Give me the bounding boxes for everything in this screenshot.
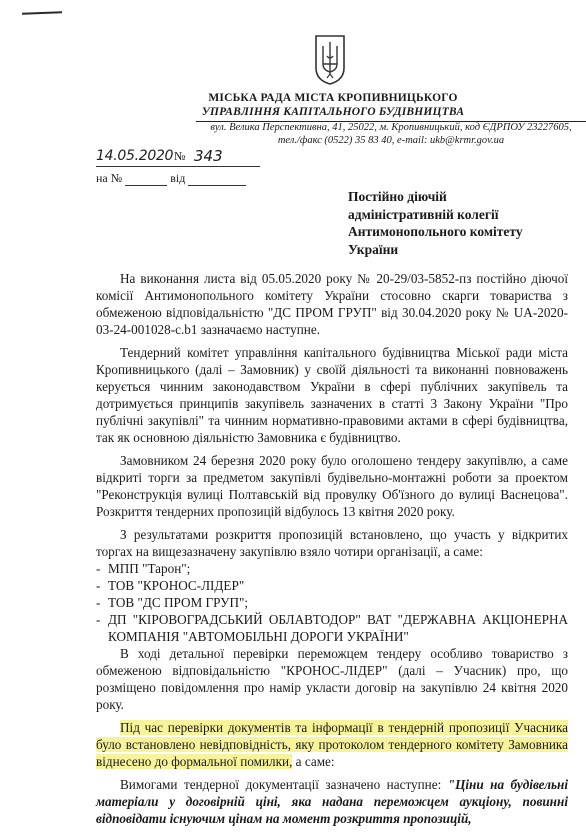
recipient-line-2: адміністративній колегії [348, 206, 499, 222]
address-line-1: вул. Велика Перспективна, 41, 25022, м. Кропивницький, код ЄДРПОУ 23227605, [210, 122, 572, 133]
reference-number-blank [125, 170, 167, 186]
registration-line [96, 148, 260, 170]
paragraph-6-tail: а саме: [292, 754, 335, 769]
recipient-line-4: України [348, 241, 399, 257]
reference-line [96, 170, 246, 186]
paragraph-7 [96, 776, 568, 827]
recipient-line-3: Антимонопольного комітету [348, 224, 523, 239]
reference-date-blank [188, 170, 246, 186]
participant-item: - МПП "Тарон"; [96, 560, 568, 577]
quoted-requirement: "Ціни на будівельні матеріали у договірній ціні, яка надана переможцем аукціону, повинні відповідати існуючим цінам на момент розкриття пропозицій, [96, 777, 568, 826]
recipient-line-1: Постійно діючій [348, 189, 447, 204]
participant-item: - ДП "КІРОВОГРАДСЬКИЙ ОБЛАВТОДОР" ВАТ "ДЕРЖАВНА АКЦІОНЕРНА КОМПАНІЯ "АВТОМОБІЛЬНІ ДОРОГИ УКРАЇНИ" [96, 611, 568, 645]
reference-mid-label: від [170, 171, 186, 185]
reference-prefix: на № [96, 171, 123, 185]
address-line-2: тел./факс (0522) 35 83 40, e-mail: ukb@krmr.gov.ua [277, 135, 505, 146]
paragraph-3: Замовником 24 березня 2020 року було оголошено тендеру закупівлю, а саме відкриті торги за предметом закупівлі будівельно-монтажні роботи за проектом "Реконструкція вулиці Полтавській від провулку Об'їзного до вулиці Васнецова". Розкриття тендерних пропозицій відбулось 13 квітня 2020 року. [96, 453, 568, 519]
registration-number: 343 [194, 147, 223, 165]
participant-item: - ТОВ "ДС ПРОМ ГРУП"; [96, 594, 568, 611]
letter-body [96, 270, 568, 827]
participants-list [96, 560, 568, 645]
paragraph-6 [96, 719, 568, 770]
registration-date: 14.05.2020 [96, 148, 174, 164]
recipient-block [348, 188, 568, 258]
department-name: УПРАВЛІННЯ КАПІТАЛЬНОГО БУДІВНИЦТВА [201, 106, 465, 118]
org-name: МІСЬКА РАДА МІСТА КРОПИВНИЦЬКОГО [208, 92, 458, 104]
trident-coat-of-arms-icon [313, 34, 347, 86]
registration-number-label: № [174, 149, 186, 163]
paragraph-5: В ході детальної перевірки переможцем тендеру особливо товариство з обмеженою відповідальністю "КРОНОС-ЛІДЕР" (далі – Учасник) про, що розміщено повідомлення про намір укласти договір на закупівлю 24 квітня 2020 року. [96, 646, 568, 712]
registration-underline [96, 166, 260, 167]
paragraph-1: На виконання листа від 05.05.2020 року № 20-29/03-5852-пз постійно діючої комісії Антимонопольного комітету України стосовно скарги товариства з обмеженою відповідальністю "ДС ПРОМ ГРУП" від 30.04.2020 року № UA-2020-03-24-001028-c.b1 зазначаємо наступне. [96, 271, 568, 337]
highlighted-text: Під час перевірки документів та інформації в тендерній пропозиції Учасника було встановлено невідповідність, яку протоколом тендерного комітету Замовника віднесено до формальної помилки, [96, 720, 568, 769]
participant-item: - ТОВ "КРОНОС-ЛІДЕР" [96, 577, 568, 594]
paragraph-7-lead: Вимогами тендерної документації зазначено наступне: [120, 777, 448, 792]
paragraph-2: Тендерний комітет управління капітального будівництва Міської ради міста Кропивницького (далі – Замовник) у своїй діяльності та виконанні повноважень керується чинним законодавством України в сфері публічних закупівель та дотримується принципів закупівель зазначених в статті 3 Закону України "Про публічні закупівлі" та чинним нормативно-правовими актами в сфері будівництва, так як основною діяльністю Замовника є будівництво. [96, 345, 568, 445]
paragraph-4: З результатами розкриття пропозицій встановлено, що участь у відкритих торгах на вищезазначену закупівлю взяло чотири організації, а саме: [96, 527, 568, 559]
corner-pen-mark [22, 11, 62, 14]
